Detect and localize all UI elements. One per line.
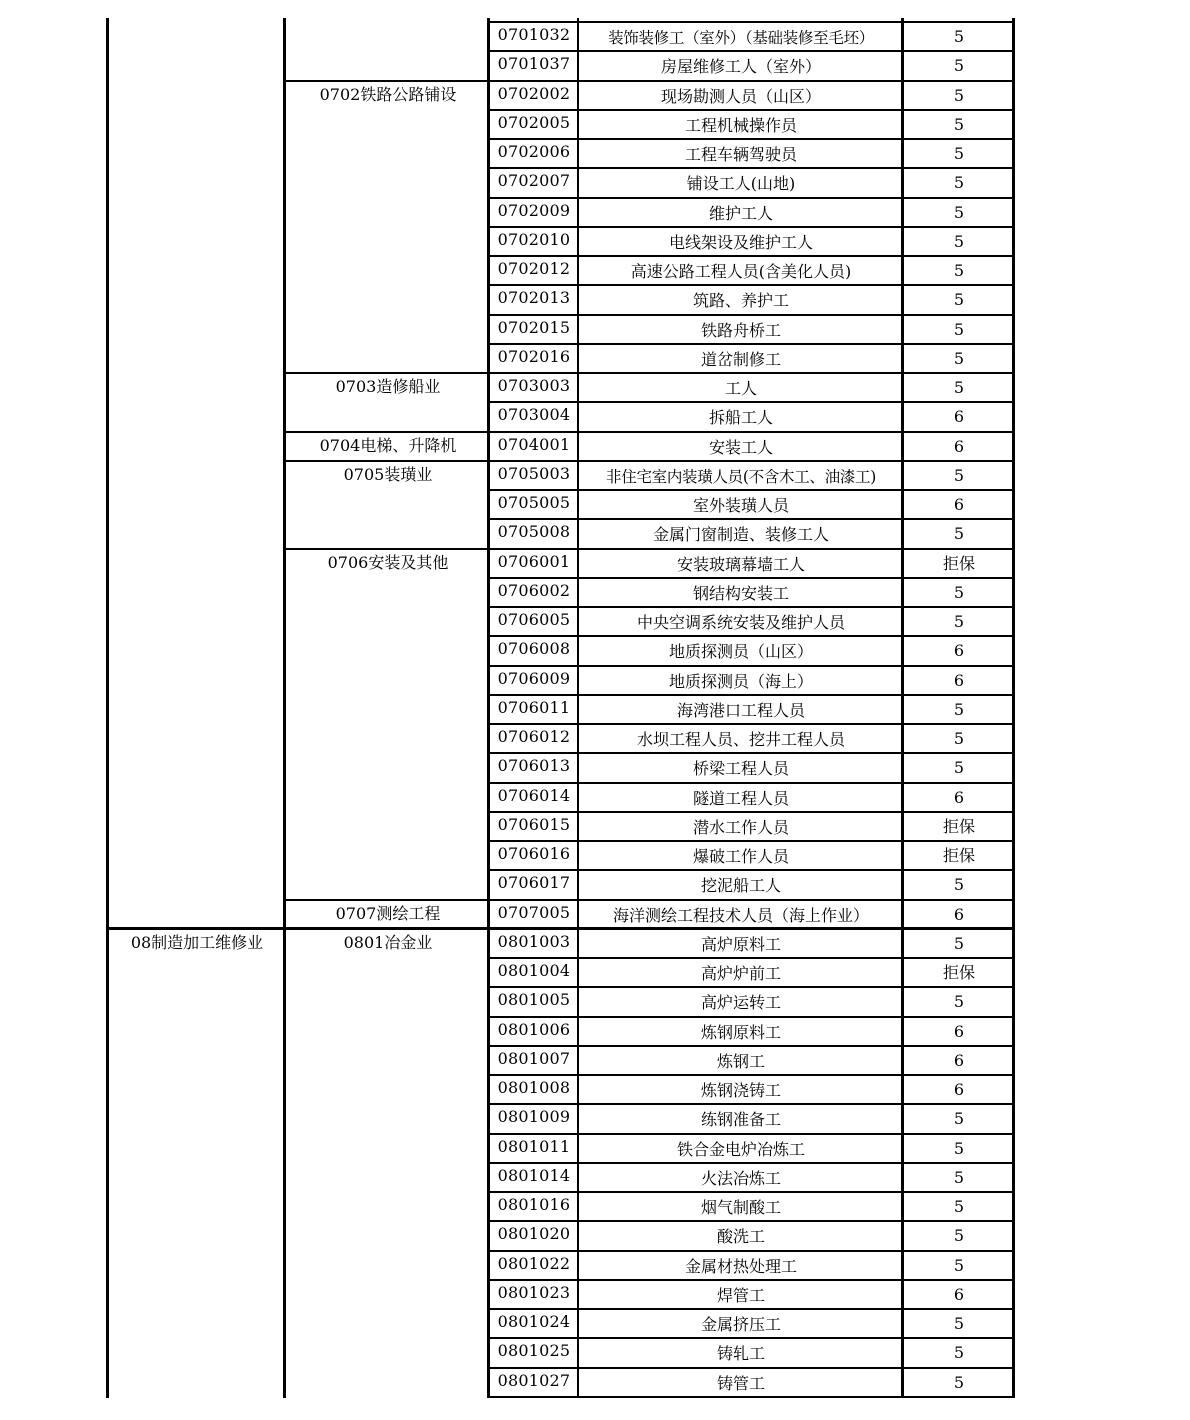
occupation-code: 0705008 (497, 522, 571, 542)
occupation-name: 烟气制酸工 (700, 1198, 781, 1217)
occupation-code: 0706015 (497, 814, 571, 834)
occupation-code: 0706002 (497, 580, 571, 600)
row-divider (487, 548, 1015, 550)
subcategory-label: 0705装璜业 (343, 464, 433, 484)
row-divider (487, 138, 1015, 140)
subcategory-label: 0706安装及其他 (327, 552, 449, 572)
occupation-code: 0801023 (497, 1282, 571, 1302)
row-divider (487, 782, 1015, 784)
occupation-name: 高炉运转工 (700, 993, 781, 1013)
risk-level: 6 (953, 670, 965, 690)
risk-level: 6 (953, 407, 965, 427)
row-divider (487, 1367, 1015, 1369)
row-divider (487, 167, 1015, 169)
occupation-name: 酸洗工 (716, 1227, 765, 1247)
occupation-name: 铁路舟桥工 (700, 320, 781, 340)
risk-level: 拒保 (942, 846, 975, 865)
row-divider (487, 840, 1015, 842)
occupation-name: 炼钢浇铸工 (700, 1081, 781, 1100)
risk-level: 拒保 (942, 553, 975, 573)
row-divider (487, 1045, 1015, 1047)
occupation-name: 工程机械操作员 (684, 115, 797, 135)
occupation-code: 0706017 (497, 873, 571, 893)
occupation-name: 桥梁工程人员 (692, 759, 789, 779)
row-divider (487, 1162, 1015, 1164)
risk-level: 5 (953, 231, 965, 251)
occupation-code: 0704001 (497, 434, 571, 454)
occupation-code: 0705005 (497, 493, 571, 512)
risk-level: 6 (953, 1050, 965, 1070)
risk-level: 拒保 (942, 963, 975, 982)
row-divider (487, 1074, 1015, 1076)
risk-level: 6 (953, 1021, 965, 1041)
row-divider (487, 1279, 1015, 1281)
row-divider (487, 255, 1015, 257)
category-divider (106, 927, 1015, 930)
risk-level: 5 (953, 202, 965, 222)
risk-level: 5 (953, 1167, 965, 1187)
row-divider (487, 1191, 1015, 1193)
occupation-name: 挖泥船工人 (700, 876, 781, 896)
occupation-name: 现场勘测人员（山区） (660, 86, 821, 106)
subcategory-label: 0801冶金业 (343, 932, 433, 952)
occupation-code: 0702012 (497, 259, 571, 278)
occupation-code: 0706012 (497, 727, 571, 746)
subcategory-divider (283, 372, 488, 374)
row-divider (487, 401, 1015, 403)
occupation-name: 电线架设及维护工人 (668, 232, 813, 252)
occupation-code: 0801020 (497, 1224, 571, 1244)
row-divider (487, 1396, 1015, 1398)
occupation-name: 维护工人 (708, 203, 773, 223)
occupation-name: 火法冶炼工 (700, 1168, 781, 1188)
occupation-code: 0702002 (497, 83, 571, 103)
risk-level: 5 (953, 1372, 965, 1392)
row-divider (487, 460, 1015, 462)
table-border-left (106, 18, 109, 1398)
risk-level: 6 (953, 1080, 965, 1099)
risk-level: 5 (953, 1343, 965, 1363)
risk-level: 拒保 (942, 816, 975, 836)
risk-level: 5 (953, 114, 965, 134)
risk-level: 5 (953, 758, 965, 778)
risk-level: 5 (953, 85, 965, 105)
subcategory-divider (283, 80, 488, 82)
row-divider (487, 226, 1015, 228)
risk-level: 6 (953, 436, 965, 456)
occupation-name: 铁合金电炉冶炼工 (676, 1139, 805, 1159)
risk-level: 5 (953, 582, 965, 602)
row-divider (487, 109, 1015, 111)
risk-level: 5 (953, 699, 965, 719)
occupation-name: 高速公路工程人员(含美化人员) (630, 262, 852, 281)
occupation-name: 金属挤压工 (700, 1315, 781, 1334)
row-divider (487, 1308, 1015, 1310)
risk-level: 5 (953, 1255, 965, 1275)
occupation-name: 装饰装修工（室外）（基础装修至毛坯） (608, 29, 874, 47)
occupation-code: 0801024 (497, 1312, 571, 1331)
risk-level: 5 (953, 319, 965, 339)
risk-level: 5 (953, 1314, 965, 1333)
occupation-name: 焊管工 (716, 1285, 765, 1305)
occupation-code: 0701037 (497, 54, 571, 74)
occupation-code: 0702015 (497, 317, 571, 337)
occupation-name: 炼钢工 (716, 1051, 765, 1071)
risk-level: 5 (953, 933, 965, 953)
risk-level: 5 (953, 612, 965, 631)
occupation-code: 0703004 (497, 405, 571, 425)
occupation-code: 0801003 (497, 931, 571, 951)
occupation-code: 0801027 (497, 1370, 571, 1390)
occupation-name: 高炉炉前工 (700, 964, 781, 983)
occupation-code: 0801009 (497, 1107, 571, 1127)
subcategory-label: 0704电梯、升降机 (319, 435, 457, 455)
row-divider (487, 431, 1015, 433)
occupation-code: 0706014 (497, 785, 571, 805)
risk-level: 5 (953, 729, 965, 748)
occupation-name: 道岔制修工 (700, 349, 781, 369)
occupation-name: 铸轧工 (716, 1344, 765, 1364)
row-divider (487, 899, 1015, 901)
occupation-code: 0706009 (497, 668, 571, 688)
subcategory-divider (283, 460, 488, 462)
risk-level: 5 (953, 1226, 965, 1246)
occupation-code: 0801006 (497, 1019, 571, 1039)
risk-level: 5 (953, 378, 965, 397)
risk-level: 5 (953, 261, 965, 280)
row-divider (487, 869, 1015, 871)
row-divider (487, 665, 1015, 667)
occupation-name: 潜水工作人员 (692, 817, 789, 837)
risk-level: 5 (953, 290, 965, 310)
occupation-name: 地质探测员（海上） (668, 671, 813, 691)
row-divider (487, 518, 1015, 520)
occupation-code: 0706005 (497, 610, 571, 629)
risk-level: 5 (953, 173, 965, 193)
occupation-code: 0801025 (497, 1341, 571, 1361)
risk-level: 5 (953, 1138, 965, 1158)
occupation-code: 0706008 (497, 639, 571, 659)
risk-level: 6 (953, 904, 965, 924)
occupation-code: 0706001 (497, 551, 571, 571)
row-divider (487, 372, 1015, 374)
occupation-name: 钢结构安装工 (692, 583, 789, 603)
row-divider (487, 577, 1015, 579)
row-divider (487, 314, 1015, 316)
risk-level: 6 (953, 787, 965, 807)
row-divider (487, 1250, 1015, 1252)
occupation-name: 高炉原料工 (700, 934, 781, 954)
occupation-code: 0702005 (497, 112, 571, 132)
row-divider (487, 694, 1015, 696)
occupation-name: 安装工人 (708, 437, 773, 457)
occupation-name: 铺设工人(山地) (686, 174, 796, 194)
row-divider (487, 197, 1015, 199)
row-divider (487, 1133, 1015, 1135)
occupation-name: 安装玻璃幕墙工人 (676, 554, 805, 574)
category-label: 08制造加工维修业 (130, 932, 264, 952)
occupation-code: 0801016 (497, 1195, 571, 1214)
occupation-code: 0702007 (497, 171, 571, 191)
occupation-code: 0702016 (497, 346, 571, 366)
row-divider (487, 50, 1015, 52)
occupation-code: 0801011 (497, 1136, 571, 1156)
occupation-code: 0707005 (497, 902, 571, 922)
row-divider (487, 284, 1015, 286)
occupation-name: 室外装璜人员 (692, 496, 789, 515)
occupation-name: 地质探测员（山区） (668, 642, 813, 662)
row-divider (487, 80, 1015, 82)
row-divider (487, 986, 1015, 988)
occupation-name: 练钢准备工 (700, 1110, 781, 1130)
risk-level: 5 (953, 992, 965, 1012)
occupation-code: 0702013 (497, 288, 571, 308)
risk-level: 5 (953, 348, 965, 368)
occupation-code: 0801004 (497, 961, 571, 980)
risk-level: 5 (953, 27, 965, 46)
occupation-code: 0705003 (497, 463, 571, 483)
row-divider (487, 606, 1015, 608)
occupation-name: 海洋测绘工程技术人员（海上作业） (612, 905, 869, 925)
row-divider (487, 489, 1015, 491)
occupation-name: 工程车辆驾驶员 (684, 145, 797, 164)
risk-level: 6 (953, 1284, 965, 1304)
occupation-name: 筑路、养护工 (692, 291, 789, 311)
occupation-name: 爆破工作人员 (692, 847, 789, 866)
occupation-name: 水坝工程人员、挖井工程人员 (636, 730, 845, 749)
risk-level: 5 (953, 144, 965, 163)
row-divider (487, 343, 1015, 345)
row-divider (487, 1016, 1015, 1018)
occupation-code: 0801014 (497, 1165, 571, 1185)
occupation-name: 金属材热处理工 (684, 1256, 797, 1276)
subcategory-label: 0707测绘工程 (335, 903, 441, 923)
occupation-name: 炼钢原料工 (700, 1022, 781, 1042)
row-divider (487, 1337, 1015, 1339)
occupation-code: 0702006 (497, 142, 571, 161)
occupation-name: 隧道工程人员 (692, 788, 789, 808)
occupation-code: 0801005 (497, 990, 571, 1010)
subcategory-label: 0703造修船业 (335, 377, 441, 396)
risk-level: 5 (953, 56, 965, 76)
occupation-code: 0706011 (497, 697, 571, 717)
occupation-code: 0701032 (497, 25, 571, 44)
occupation-name: 非住宅室内装璜人员(不含木工、油漆工) (606, 467, 876, 486)
occupation-code: 0801008 (497, 1078, 571, 1097)
risk-level: 6 (953, 641, 965, 661)
row-divider (487, 752, 1015, 754)
occupation-code: 0703003 (497, 376, 571, 395)
row-divider (487, 1220, 1015, 1222)
occupation-code: 0706016 (497, 844, 571, 863)
occupation-code: 0801022 (497, 1253, 571, 1273)
occupation-name: 铸管工 (716, 1373, 765, 1393)
subcategory-divider (283, 431, 488, 433)
subcategory-divider (283, 899, 488, 901)
risk-level: 5 (953, 524, 965, 544)
category-column-divider (283, 18, 286, 1398)
risk-level: 5 (953, 1197, 965, 1216)
risk-level: 5 (953, 1109, 965, 1129)
risk-level: 5 (953, 875, 965, 895)
occupation-name: 金属门窗制造、装修工人 (652, 525, 829, 545)
occupation-code: 0702009 (497, 200, 571, 220)
subcategory-label: 0702铁路公路铺设 (319, 84, 457, 104)
occupation-code: 0702010 (497, 229, 571, 249)
row-divider (487, 957, 1015, 959)
row-divider (487, 21, 1015, 23)
occupation-code: 0801007 (497, 1048, 571, 1068)
risk-level: 5 (953, 465, 965, 485)
row-divider (487, 723, 1015, 725)
occupation-name: 房屋维修工人（室外） (660, 57, 821, 77)
row-divider (487, 811, 1015, 813)
occupation-name: 中央空调系统安装及维护人员 (636, 613, 845, 632)
subcategory-divider (283, 548, 488, 550)
occupation-name: 工人 (724, 379, 757, 398)
row-divider (487, 1103, 1015, 1105)
occupation-name: 拆船工人 (708, 408, 773, 428)
occupation-name: 海湾港口工程人员 (676, 700, 805, 720)
row-divider (487, 635, 1015, 637)
occupation-code: 0706013 (497, 756, 571, 776)
risk-level: 6 (953, 495, 965, 514)
